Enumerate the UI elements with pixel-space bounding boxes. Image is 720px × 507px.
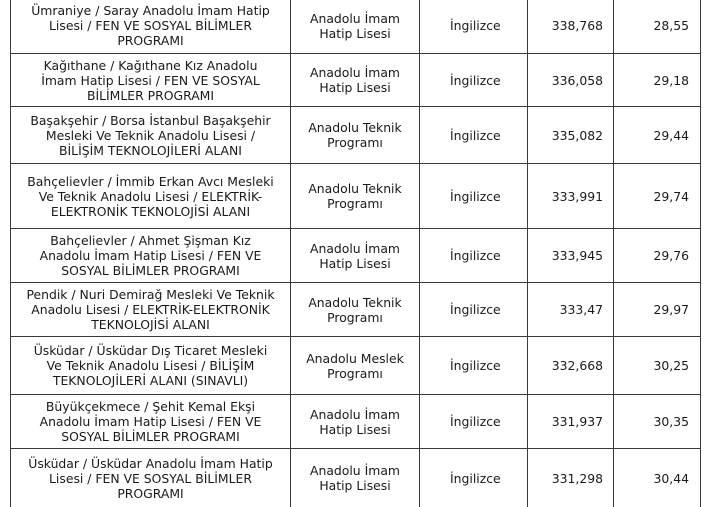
percentile-cell: 29,76 [614, 229, 701, 283]
school-type-cell: Anadolu Teknik Programı [291, 107, 420, 164]
table-row [11, 283, 701, 337]
table-row [11, 107, 701, 164]
school-name-cell: Pendik / Nuri Demirağ Mesleki Ve Teknik Anadolu Lisesi / ELEKTRİK-ELEKTRONİK TEKNOLOJİSİ ALANI [11, 283, 291, 337]
table-row [11, 395, 701, 449]
language-cell: İngilizce [420, 164, 528, 229]
percentile-cell: 29,74 [614, 164, 701, 229]
language-cell: İngilizce [420, 283, 528, 337]
school-table [10, 0, 701, 507]
percentile-cell: 30,25 [614, 337, 701, 395]
language-cell: İngilizce [420, 449, 528, 507]
school-name-cell: Ümraniye / Saray Anadolu İmam Hatip Lisesi / FEN VE SOSYAL BİLİMLER PROGRAMI [11, 0, 291, 54]
score-cell: 332,668 [528, 337, 614, 395]
table-row [11, 449, 701, 507]
school-type-cell: Anadolu İmam Hatip Lisesi [291, 395, 420, 449]
table-row [11, 54, 701, 107]
table-row [11, 337, 701, 395]
school-name-cell: Kağıthane / Kağıthane Kız Anadolu İmam Hatip Lisesi / FEN VE SOSYAL BİLİMLER PROGRAMI [11, 54, 291, 107]
score-cell: 331,298 [528, 449, 614, 507]
school-name-cell: Başakşehir / Borsa İstanbul Başakşehir Mesleki Ve Teknik Anadolu Lisesi / BİLİŞİM TEKNOLOJİLERİ ALANI [11, 107, 291, 164]
school-name-cell: Bahçelievler / İmmib Erkan Avcı Mesleki Ve Teknik Anadolu Lisesi / ELEKTRİK-ELEKTRONİK TEKNOLOJİSİ ALANI [11, 164, 291, 229]
school-type-cell: Anadolu İmam Hatip Lisesi [291, 449, 420, 507]
language-cell: İngilizce [420, 229, 528, 283]
score-cell: 333,945 [528, 229, 614, 283]
language-cell: İngilizce [420, 0, 528, 54]
school-name-cell: Büyükçekmece / Şehit Kemal Ekşi Anadolu İmam Hatip Lisesi / FEN VE SOSYAL BİLİMLER PROGRAMI [11, 395, 291, 449]
school-type-cell: Anadolu Meslek Programı [291, 337, 420, 395]
percentile-cell: 30,35 [614, 395, 701, 449]
table-row [11, 164, 701, 229]
school-type-cell: Anadolu Teknik Programı [291, 164, 420, 229]
table-row [11, 0, 701, 54]
school-type-cell: Anadolu İmam Hatip Lisesi [291, 229, 420, 283]
language-cell: İngilizce [420, 54, 528, 107]
score-cell: 338,768 [528, 0, 614, 54]
school-name-cell: Üsküdar / Üsküdar Dış Ticaret Mesleki Ve Teknik Anadolu Lisesi / BİLİŞİM TEKNOLOJİLERİ ALANI (SINAVLI) [11, 337, 291, 395]
school-type-cell: Anadolu Teknik Programı [291, 283, 420, 337]
score-cell: 335,082 [528, 107, 614, 164]
language-cell: İngilizce [420, 395, 528, 449]
score-cell: 333,47 [528, 283, 614, 337]
school-name-cell: Bahçelievler / Ahmet Şişman Kız Anadolu İmam Hatip Lisesi / FEN VE SOSYAL BİLİMLER PROGRAMI [11, 229, 291, 283]
score-cell: 336,058 [528, 54, 614, 107]
school-type-cell: Anadolu İmam Hatip Lisesi [291, 54, 420, 107]
school-type-cell: Anadolu İmam Hatip Lisesi [291, 0, 420, 54]
percentile-cell: 28,55 [614, 0, 701, 54]
score-cell: 333,991 [528, 164, 614, 229]
percentile-cell: 29,44 [614, 107, 701, 164]
language-cell: İngilizce [420, 337, 528, 395]
score-cell: 331,937 [528, 395, 614, 449]
school-name-cell: Üsküdar / Üsküdar Anadolu İmam Hatip Lisesi / FEN VE SOSYAL BİLİMLER PROGRAMI [11, 449, 291, 507]
percentile-cell: 29,97 [614, 283, 701, 337]
percentile-cell: 30,44 [614, 449, 701, 507]
table-row [11, 229, 701, 283]
percentile-cell: 29,18 [614, 54, 701, 107]
language-cell: İngilizce [420, 107, 528, 164]
